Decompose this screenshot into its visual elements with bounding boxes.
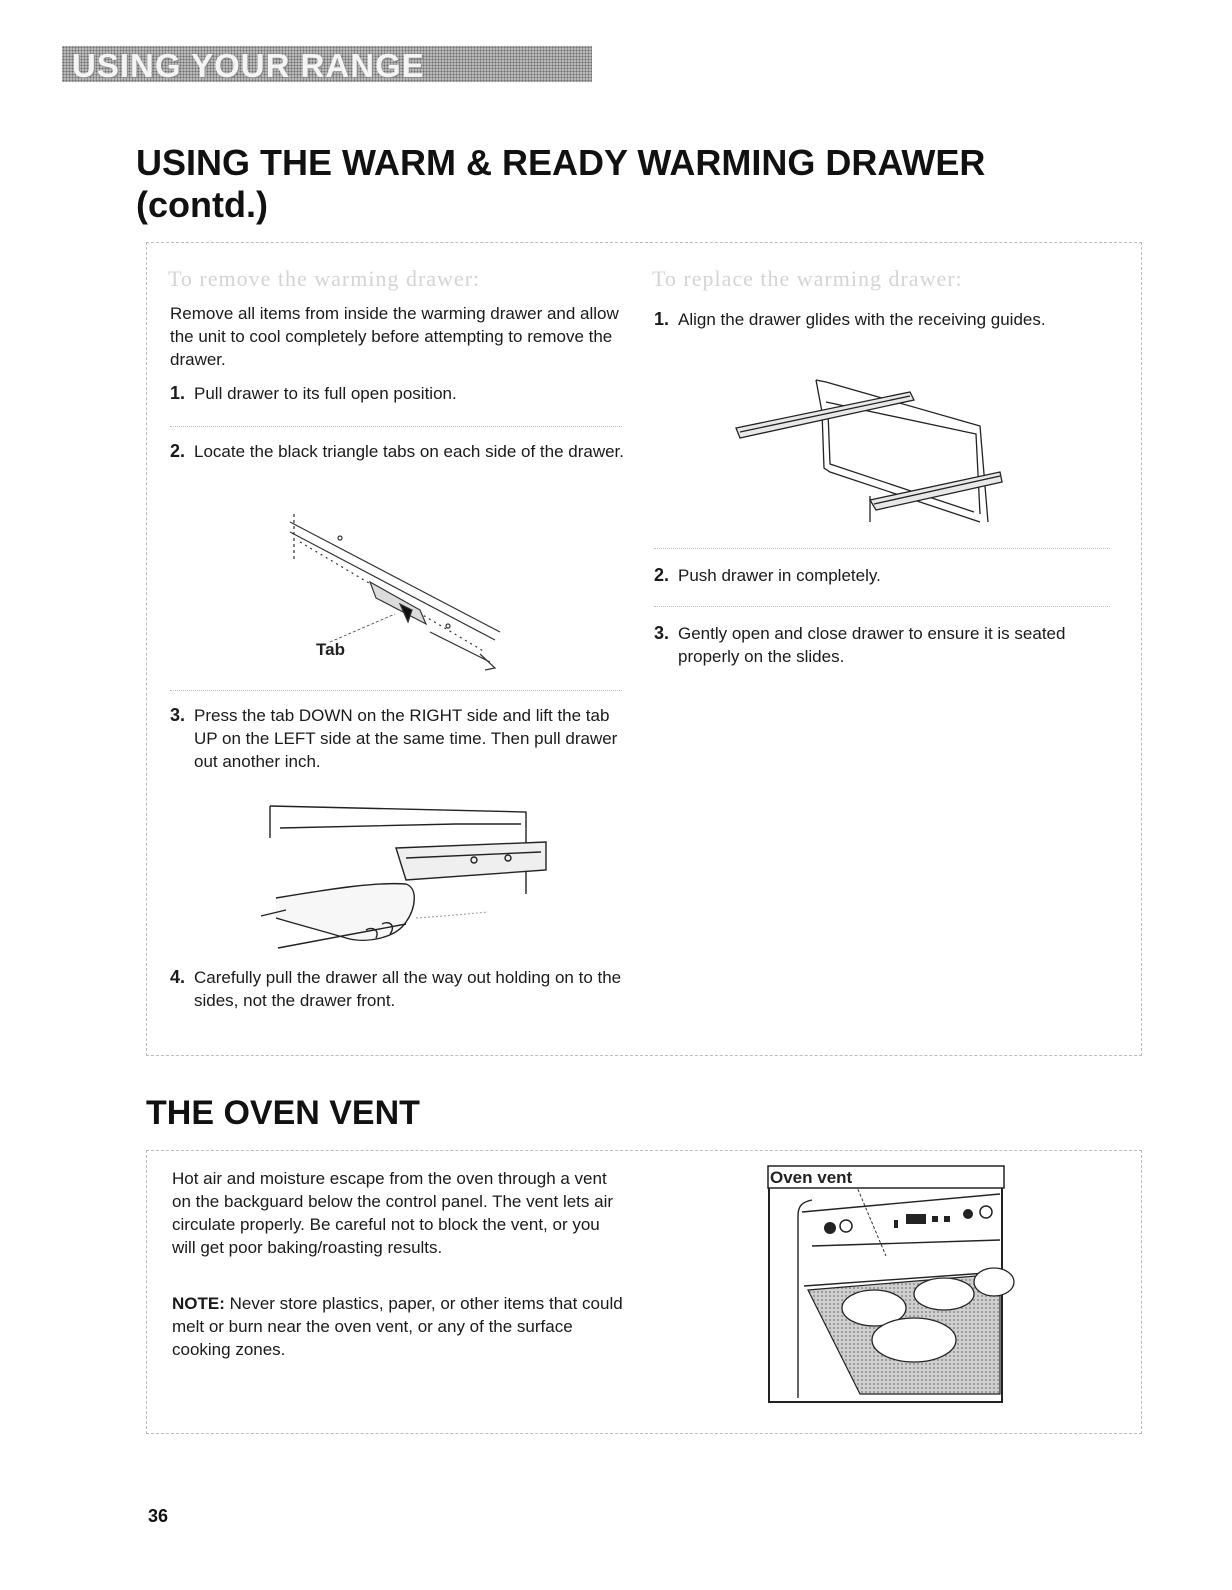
oven-vent-label: Oven vent	[770, 1168, 853, 1187]
drawer-glides-illustration	[730, 372, 1010, 532]
step-text: Pull drawer to its full open position.	[194, 384, 457, 403]
step-number: 3.	[654, 623, 670, 643]
replace-heading: To replace the warming drawer:	[652, 266, 963, 291]
drawer-removal-illustration	[256, 798, 556, 958]
step-number: 2.	[654, 565, 670, 585]
divider	[170, 690, 622, 691]
remove-heading: To remove the warming drawer:	[168, 266, 481, 291]
oven-vent-note	[172, 1292, 624, 1361]
section-banner-text: USING YOUR RANGE	[72, 47, 425, 82]
page-title-line1: USING THE WARM & READY WARMING DRAWER	[136, 142, 986, 183]
step-text: Locate the black triangle tabs on each side of the drawer.	[194, 442, 624, 461]
remove-intro: Remove all items from inside the warming drawer and allow the unit to cool completely before attempting to remove the drawer.	[170, 304, 619, 369]
replace-step-1	[654, 308, 1098, 331]
remove-step-3	[170, 704, 634, 773]
step-text: Align the drawer glides with the receiving guides.	[678, 310, 1046, 329]
step-text: Carefully pull the drawer all the way out holding on to the sides, not the drawer front.	[194, 968, 622, 1010]
oven-vent-illustration	[768, 1166, 1004, 1404]
divider	[170, 426, 622, 427]
replace-step-3	[654, 622, 1108, 668]
remove-step-1	[170, 382, 634, 405]
oven-vent-title: THE OVEN VENT	[146, 1094, 420, 1132]
step-number: 4.	[170, 967, 186, 987]
tab-label: Tab	[316, 640, 345, 659]
replace-step-2	[654, 564, 1098, 587]
page-title-line2: (contd.)	[136, 184, 268, 225]
page-number: 36	[148, 1506, 169, 1526]
step-number: 1.	[654, 309, 670, 329]
step-text: Push drawer in completely.	[678, 566, 881, 585]
note-text: Never store plastics, paper, or other items that could melt or burn near the oven vent, or any of the surface cooking zones.	[172, 1294, 623, 1359]
note-label: NOTE:	[172, 1294, 225, 1313]
step-number: 1.	[170, 383, 186, 403]
oven-vent-body: Hot air and moisture escape from the oven through a vent on the backguard below the control panel. The vent lets air circulate properly. Be careful not to block the vent, or you will get poor baking/roasting results.	[172, 1169, 614, 1257]
remove-step-2	[170, 440, 634, 463]
step-number: 2.	[170, 441, 186, 461]
divider	[654, 548, 1110, 549]
step-text: Gently open and close drawer to ensure it is seated properly on the slides.	[678, 624, 1066, 666]
step-text: Press the tab DOWN on the RIGHT side and lift the tab UP on the LEFT side at the same time. Then pull drawer out another inch.	[194, 706, 618, 771]
page-title	[136, 142, 1116, 226]
step-number: 3.	[170, 705, 186, 725]
section-banner	[62, 46, 592, 82]
remove-step-4	[170, 966, 644, 1012]
divider	[654, 606, 1110, 607]
